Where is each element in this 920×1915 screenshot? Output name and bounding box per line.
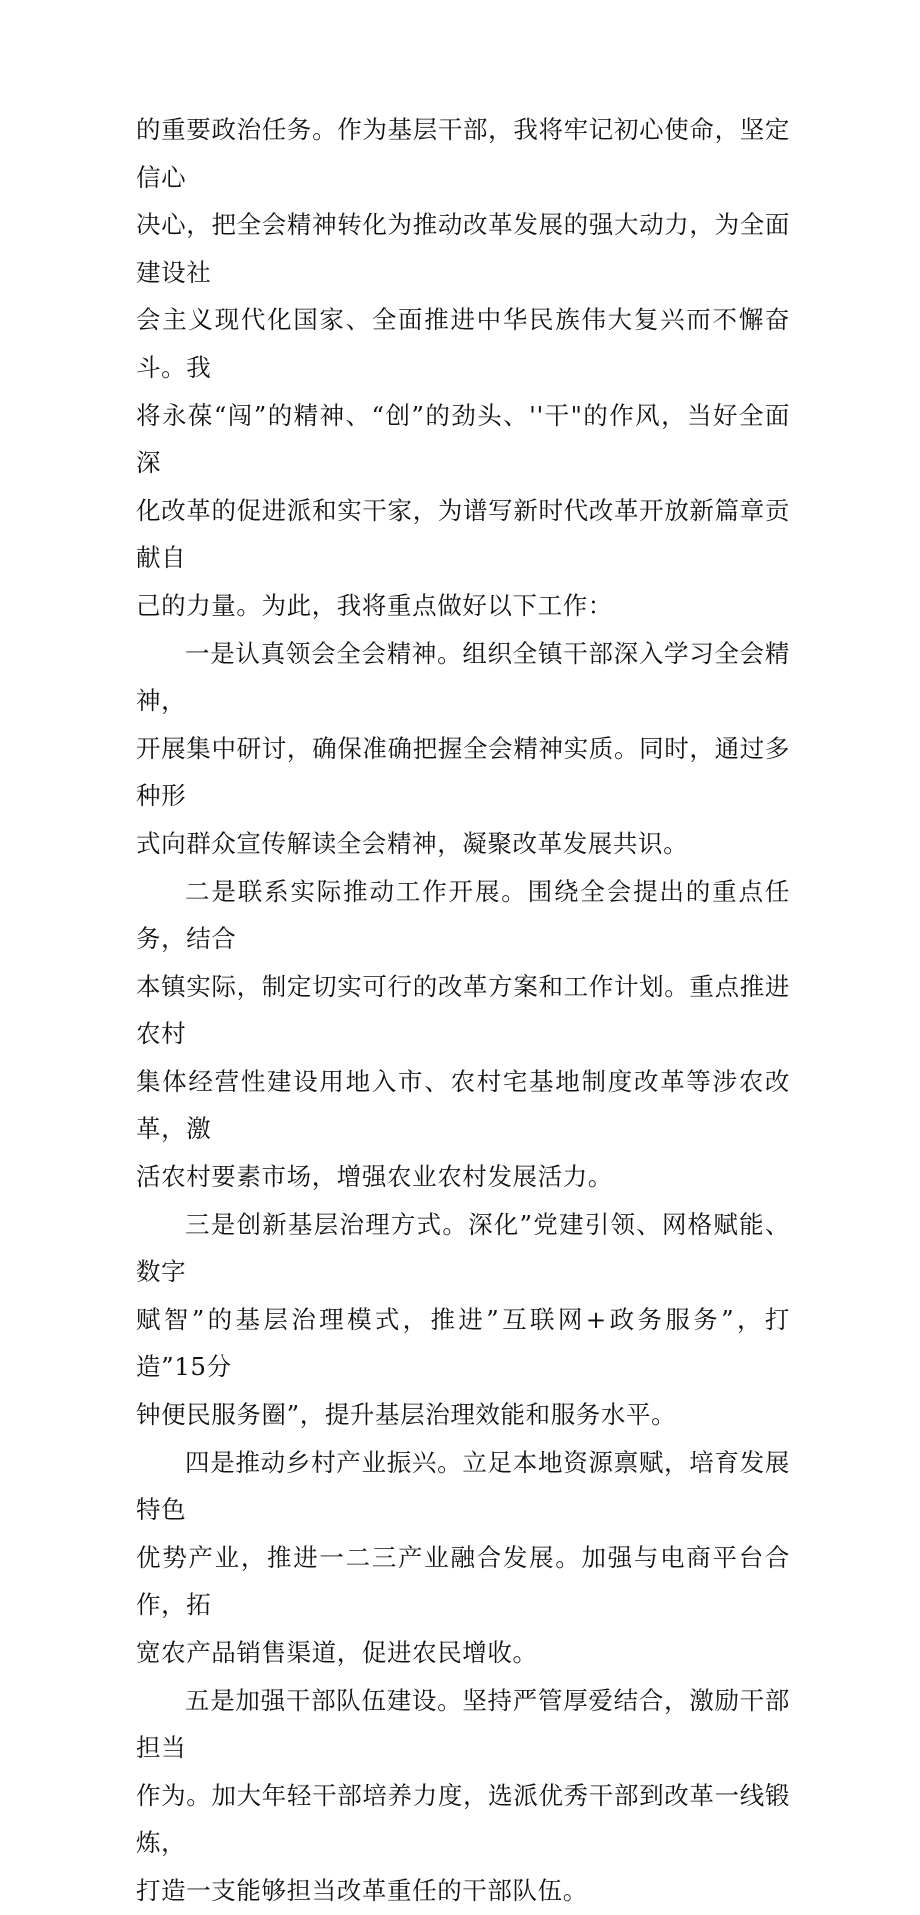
paragraph-item-1: 一是认真领会全会精神。组织全镇干部深入学习全会精神， 开展集中研讨，确保准确把握全会精神实质。同时，通过多种形 式向群众宣传解读全会精神，凝聚改革发展共识。 (136, 638, 790, 858)
paragraph-item-5: 五是加强干部队伍建设。坚持严管厚爱结合，激励干部担当 作为。加大年轻干部培养力度，选派优秀干部到改革一线锻炼， 打造一支能够担当改革重任的干部队伍。 (136, 1685, 790, 1905)
paragraph-item-3: 三是创新基层治理方式。深化”党建引领、网格赋能、数字 赋智”的基层治理模式，推进”互联网+政务服务”，打造”15分 钟便民服务圈”，提升基层治理效能和服务水平。 (136, 1209, 790, 1430)
document-body (136, 106, 790, 1915)
paragraph-intro: 的重要政治任务。作为基层干部，我将牢记初心使命，坚定信心 决心，把全会精神转化为推动改革发展的强大动力，为全面建设社 会主义现代化国家、全面推进中华民族伟大复兴而不懈奋斗。我 将永葆“闯”的精神、“创”的劲头、''干"的作风，当好全面深 化改革的促进派和实干家，为谱写新时代改革开放新篇章贡献自 己的力量。为此，我将重点做好以下工作： (136, 115, 790, 620)
paragraph-item-2: 二是联系实际推动工作开展。围绕全会提出的重点任务，结合 本镇实际，制定切实可行的改革方案和工作计划。重点推进农村 集体经营性建设用地入市、农村宅基地制度改革等涉农改革，激 活农村要素市场，增强农业农村发展活力。 (136, 876, 790, 1192)
paragraph-item-4: 四是推动乡村产业振兴。立足本地资源禀赋，培育发展特色 优势产业，推进一二三产业融合发展。加强与电商平台合作，拓 宽农产品销售渠道，促进农民增收。 (136, 1447, 790, 1667)
